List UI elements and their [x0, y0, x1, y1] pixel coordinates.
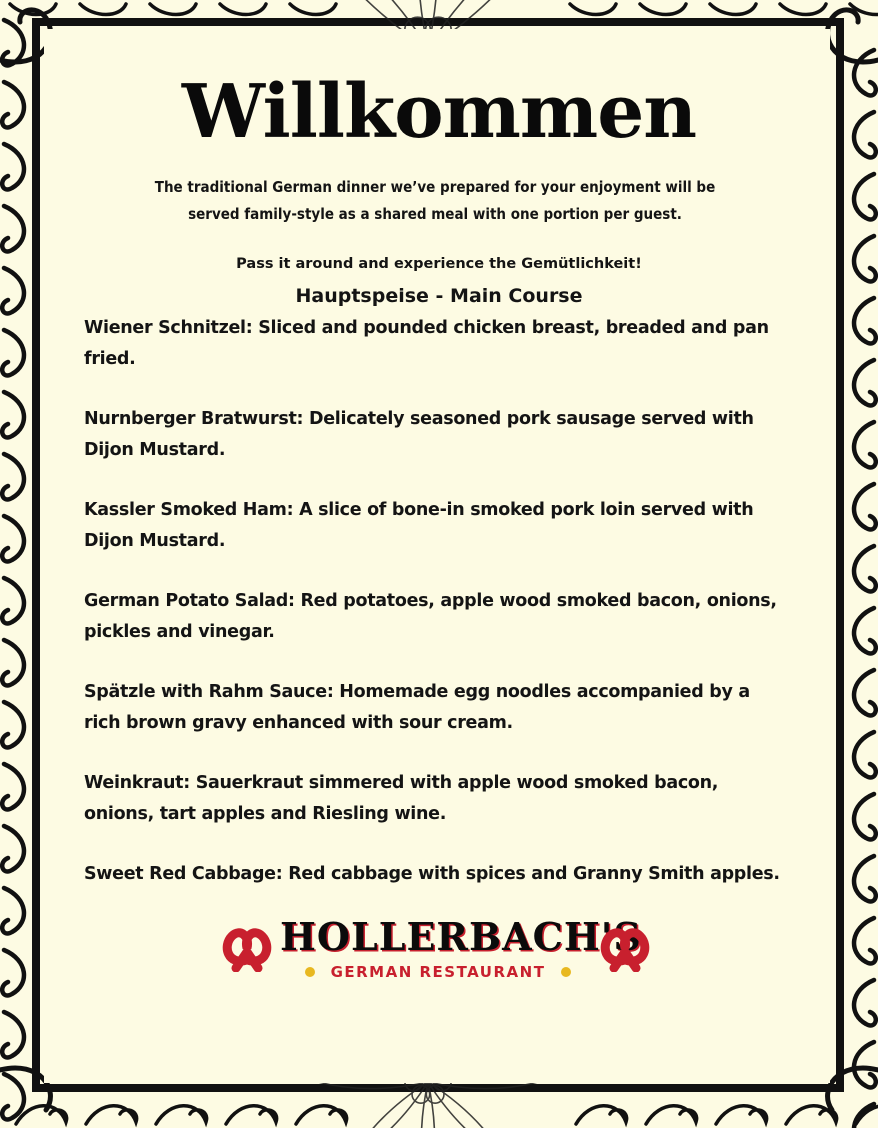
menu-list — [84, 313, 784, 920]
logo-subtitle: GERMAN RESTAURANT — [330, 963, 546, 981]
menu-item-nurnberger-bratwurst: Nurnberger Bratwurst: Delicately seasoned pork sausage served with Dijon Mustard. — [84, 409, 754, 460]
pretzel-icon — [596, 922, 654, 972]
pretzel-icon — [218, 922, 276, 972]
menu-item-german-potato-salad: German Potato Salad: Red potatoes, apple wood smoked bacon, onions, pickles and vinegar. — [84, 591, 777, 642]
restaurant-logo — [218, 914, 658, 984]
menu-item-kassler-smoked-ham: Kassler Smoked Ham: A slice of bone-in smoked pork loin served with Dijon Mustard. — [84, 500, 754, 551]
logo-name: HOLLERBACH'S — [280, 914, 642, 959]
menu-item-wiener-schnitzel: Wiener Schnitzel: Sliced and pounded chicken breast, breaded and pan fried. — [84, 318, 769, 369]
tagline: Pass it around and experience the Gemütlichkeit! — [236, 256, 642, 272]
hop-icon — [560, 966, 572, 978]
intro-text: The traditional German dinner we’ve prepared for your enjoyment will be served family-style as a shared meal with one portion per guest. — [154, 178, 716, 223]
menu-item-spaetzle: Spätzle with Rahm Sauce: Homemade egg noodles accompanied by a rich brown gravy enhanced with sour cream. — [84, 682, 750, 733]
section-title: Hauptspeise - Main Course — [295, 285, 583, 307]
page-title: Willkommen — [181, 69, 697, 155]
menu-item-sweet-red-cabbage: Sweet Red Cabbage: Red cabbage with spices and Granny Smith apples. — [84, 864, 780, 884]
menu-item-weinkraut: Weinkraut: Sauerkraut simmered with apple wood smoked bacon, onions, tart apples and Riesling wine. — [84, 773, 719, 824]
